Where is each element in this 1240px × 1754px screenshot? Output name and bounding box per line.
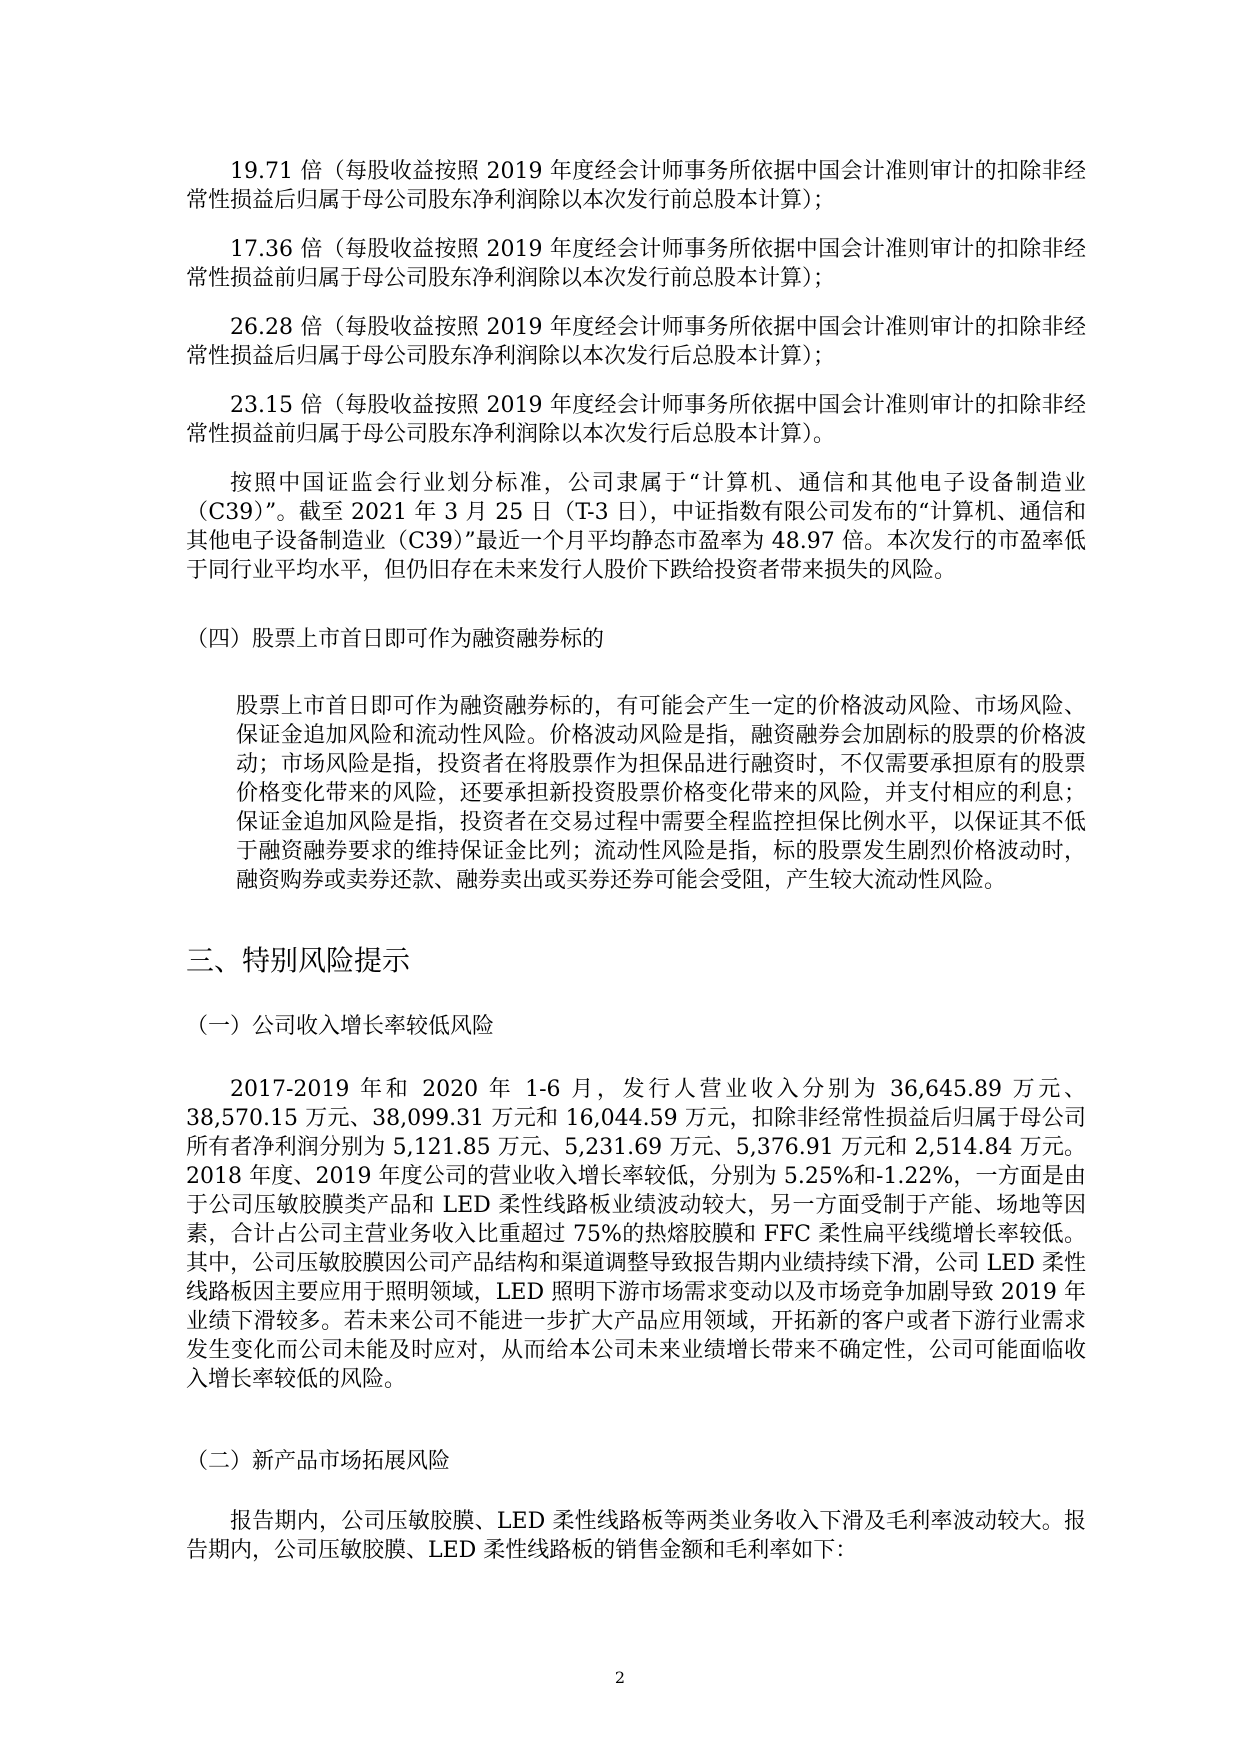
page-number: 2	[614, 1668, 626, 1687]
paragraph-industry-pe: 按照中国证监会行业划分标准，公司隶属于“计算机、通信和其他电子设备制造业（C39）”。截至 2021 年 3 月 25 日（T-3 日），中证指数有限公司发布的“计算机、通信和其他电子设备制造业（C39）”最近一个月平均静态市盈率为 48.97 倍。本次发行的市盈率低于同行业平均水平，但仍旧存在未来发行人股价下跌给投资者带来损失的风险。	[186, 471, 1086, 583]
subheading-low-growth-risk: （一）公司收入增长率较低风险	[186, 1014, 495, 1039]
paragraph-pe-ratio-2: 17.36 倍（每股收益按照 2019 年度经会计师事务所依据中国会计准则审计的扣除非经常性损益前归属于母公司股东净利润除以本次发行前总股本计算）；	[186, 237, 1086, 291]
paragraph-new-product-risk: 报告期内，公司压敏胶膜、LED 柔性线路板等两类业务收入下滑及毛利率波动较大。报告期内，公司压敏胶膜、LED 柔性线路板的销售金额和毛利率如下：	[186, 1509, 1086, 1563]
paragraph-pe-ratio-3: 26.28 倍（每股收益按照 2019 年度经会计师事务所依据中国会计准则审计的扣除非经常性损益后归属于母公司股东净利润除以本次发行后总股本计算）；	[186, 315, 1086, 369]
paragraph-low-growth-risk: 2017-2019 年和 2020 年 1-6 月，发行人营业收入分别为 36,645.89 万元、38,570.15 万元、38,099.31 万元和 16,044.59 万元，扣除非经常性损益后归属于母公司所有者净利润分别为 5,121.85 万元、5,231.69 万元、5,376.91 万元和 2,514.84 万元。2018 年度、2019 年度公司的营业收入增长率较低，分别为 5.25%和-1.22%，一方面是由于公司压敏胶膜类产品和 LED 柔性线路板业绩波动较大，另一方面受制于产能、场地等因素，合计占公司主营业务收入比重超过 75%的热熔胶膜和 FFC 柔性扁平线缆增长率较低。其中，公司压敏胶膜因公司产品结构和渠道调整导致报告期内业绩持续下滑，公司 LED 柔性线路板因主要应用于照明领域，LED 照明下游市场需求变动以及市场竞争加剧导致 2019 年业绩下滑较多。若未来公司不能进一步扩大产品应用领域，开拓新的客户或者下游行业需求发生变化而公司未能及时应对，从而给本公司未来业绩增长带来不确定性，公司可能面临收入增长率较低的风险。	[186, 1077, 1086, 1392]
paragraph-pe-ratio-1: 19.71 倍（每股收益按照 2019 年度经会计师事务所依据中国会计准则审计的扣除非经常性损益后归属于母公司股东净利润除以本次发行前总股本计算）；	[186, 159, 1086, 213]
section-heading-special-risks: 三、特别风险提示	[186, 944, 411, 977]
subheading-margin-trading: （四）股票上市首日即可作为融资融券标的	[186, 627, 605, 652]
paragraph-pe-ratio-4: 23.15 倍（每股收益按照 2019 年度经会计师事务所依据中国会计准则审计的扣除非经常性损益前归属于母公司股东净利润除以本次发行后总股本计算）。	[186, 393, 1086, 447]
paragraph-margin-trading-risk: 股票上市首日即可作为融资融券标的，有可能会产生一定的价格波动风险、市场风险、保证金追加风险和流动性风险。价格波动风险是指，融资融券会加剧标的股票的价格波动；市场风险是指，投资者在将股票作为担保品进行融资时，不仅需要承担原有的股票价格变化带来的风险，还要承担新投资股票价格变化带来的风险，并支付相应的利息；保证金追加风险是指，投资者在交易过程中需要全程监控担保比例水平，以保证其不低于融资融券要求的维持保证金比列；流动性风险是指，标的股票发生剧烈价格波动时，融资购券或卖券还款、融券卖出或买券还券可能会受阻，产生较大流动性风险。	[236, 694, 1086, 893]
subheading-new-product-risk: （二）新产品市场拓展风险	[186, 1449, 451, 1474]
